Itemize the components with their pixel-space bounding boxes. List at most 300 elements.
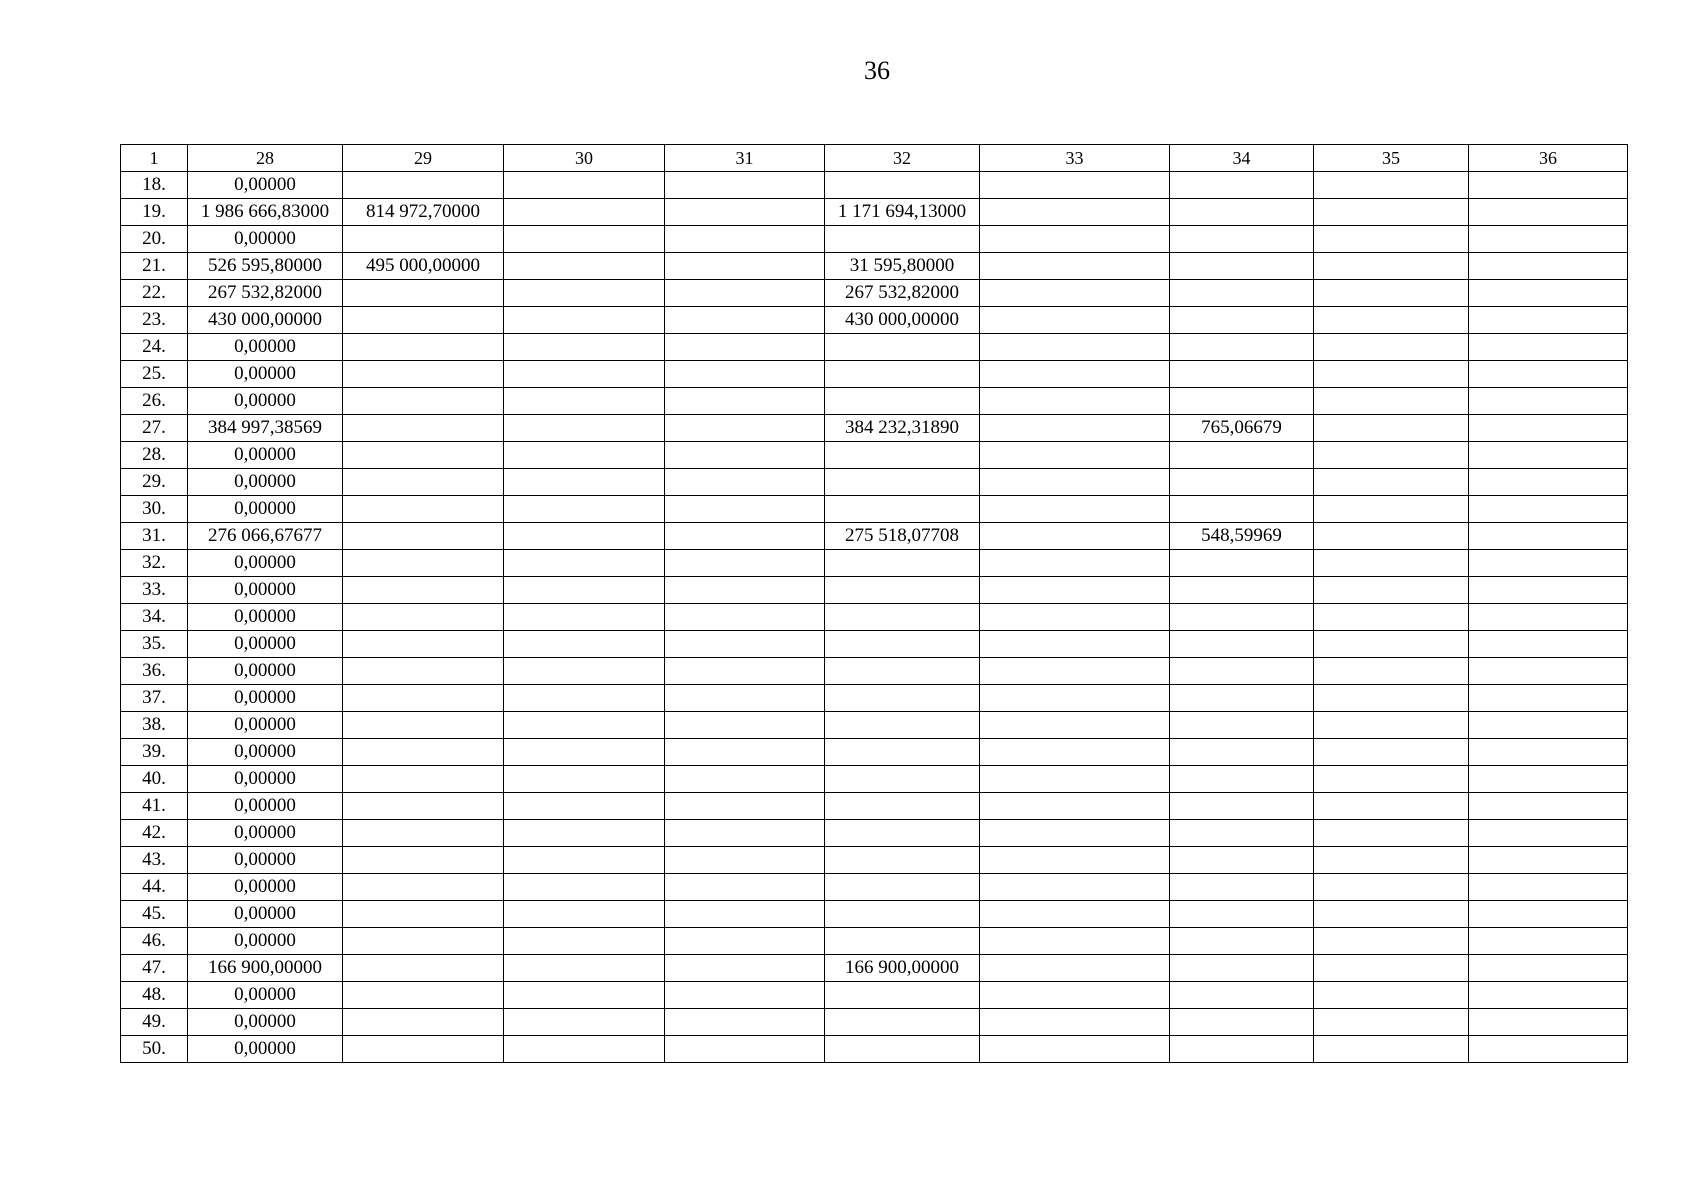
table-cell [343, 820, 504, 847]
table-cell [343, 442, 504, 469]
table-cell: 267 532,82000 [825, 280, 980, 307]
table-cell [980, 928, 1170, 955]
table-cell [980, 334, 1170, 361]
table-cell [1314, 1009, 1469, 1036]
table-cell [1314, 820, 1469, 847]
table-cell [1469, 1036, 1628, 1063]
table-cell [504, 226, 665, 253]
column-header: 29 [343, 145, 504, 172]
table-cell [1170, 874, 1314, 901]
table-cell: 31 595,80000 [825, 253, 980, 280]
table-row [121, 928, 1628, 955]
table-cell [343, 604, 504, 631]
row-number-cell: 33. [121, 577, 188, 604]
table-row [121, 172, 1628, 199]
table-cell [1170, 496, 1314, 523]
table-cell [1170, 550, 1314, 577]
row-number-cell: 30. [121, 496, 188, 523]
table-cell [665, 172, 825, 199]
row-number-cell: 48. [121, 982, 188, 1009]
table-cell [504, 631, 665, 658]
table-cell [980, 469, 1170, 496]
table-cell: 166 900,00000 [188, 955, 343, 982]
table-cell [1314, 955, 1469, 982]
table-cell [825, 604, 980, 631]
table-cell [980, 793, 1170, 820]
table-row [121, 550, 1628, 577]
table-row [121, 523, 1628, 550]
table-row [121, 658, 1628, 685]
table-cell [504, 847, 665, 874]
row-number-cell: 34. [121, 604, 188, 631]
table-cell [825, 172, 980, 199]
row-number-cell: 42. [121, 820, 188, 847]
table-cell [1469, 793, 1628, 820]
table-cell [665, 1036, 825, 1063]
row-number-cell: 35. [121, 631, 188, 658]
table-cell [1469, 523, 1628, 550]
row-number-cell: 28. [121, 442, 188, 469]
table-cell [1469, 982, 1628, 1009]
table-cell [665, 361, 825, 388]
row-number-cell: 40. [121, 766, 188, 793]
column-header: 30 [504, 145, 665, 172]
table-cell [1469, 307, 1628, 334]
table-cell [1469, 442, 1628, 469]
table-cell [1314, 307, 1469, 334]
table-cell [1469, 847, 1628, 874]
table-cell [1170, 280, 1314, 307]
column-header: 28 [188, 145, 343, 172]
table-cell [980, 766, 1170, 793]
row-number-cell: 45. [121, 901, 188, 928]
table-cell [1314, 280, 1469, 307]
table-cell [1469, 874, 1628, 901]
row-number-cell: 37. [121, 685, 188, 712]
table-cell [665, 469, 825, 496]
table-cell [1170, 955, 1314, 982]
table-cell: 0,00000 [188, 820, 343, 847]
table-cell: 0,00000 [188, 847, 343, 874]
table-cell: 1 986 666,83000 [188, 199, 343, 226]
table-cell [1170, 577, 1314, 604]
table-cell [1170, 253, 1314, 280]
table-cell [665, 253, 825, 280]
table-cell [1170, 442, 1314, 469]
table-cell [825, 226, 980, 253]
table-cell [1170, 685, 1314, 712]
table-cell [343, 982, 504, 1009]
table-cell [1314, 793, 1469, 820]
table-cell [1469, 199, 1628, 226]
table-cell [825, 739, 980, 766]
table-cell [825, 334, 980, 361]
table-cell [504, 550, 665, 577]
table-cell: 0,00000 [188, 334, 343, 361]
table-cell: 0,00000 [188, 658, 343, 685]
table-cell [980, 847, 1170, 874]
table-cell [1170, 307, 1314, 334]
table-cell [980, 199, 1170, 226]
table-row [121, 388, 1628, 415]
table-cell [665, 847, 825, 874]
table-cell [343, 874, 504, 901]
table-cell [504, 901, 665, 928]
table-cell: 495 000,00000 [343, 253, 504, 280]
row-number-cell: 23. [121, 307, 188, 334]
table-cell [980, 712, 1170, 739]
table-cell: 0,00000 [188, 766, 343, 793]
table-cell [980, 226, 1170, 253]
table-cell [504, 658, 665, 685]
table-cell [1314, 982, 1469, 1009]
table-cell [343, 280, 504, 307]
table-cell [1469, 226, 1628, 253]
table-cell: 0,00000 [188, 604, 343, 631]
table-cell [665, 415, 825, 442]
table-cell [825, 496, 980, 523]
table-cell [504, 280, 665, 307]
table-cell: 0,00000 [188, 550, 343, 577]
table-cell [980, 550, 1170, 577]
table-cell [665, 226, 825, 253]
table-cell [825, 550, 980, 577]
table-cell [504, 253, 665, 280]
table-cell [343, 793, 504, 820]
table-cell [980, 820, 1170, 847]
table-cell [665, 685, 825, 712]
table-cell [504, 523, 665, 550]
table-cell [1469, 280, 1628, 307]
column-header: 31 [665, 145, 825, 172]
table-cell [980, 955, 1170, 982]
table-cell [343, 226, 504, 253]
table-cell [825, 658, 980, 685]
table-row [121, 469, 1628, 496]
row-number-cell: 50. [121, 1036, 188, 1063]
table-cell [665, 793, 825, 820]
table-cell [980, 874, 1170, 901]
table-cell [504, 172, 665, 199]
table-cell [343, 739, 504, 766]
table-cell [980, 631, 1170, 658]
table-cell [504, 199, 665, 226]
table-cell [665, 199, 825, 226]
table-cell [665, 496, 825, 523]
table-cell [825, 793, 980, 820]
table-cell [980, 658, 1170, 685]
table-cell [980, 523, 1170, 550]
table-cell [1314, 469, 1469, 496]
table-cell [1314, 928, 1469, 955]
row-number-cell: 36. [121, 658, 188, 685]
table-cell [1170, 226, 1314, 253]
column-header: 32 [825, 145, 980, 172]
row-number-cell: 24. [121, 334, 188, 361]
table-row [121, 280, 1628, 307]
table-cell [1469, 604, 1628, 631]
table-cell [665, 739, 825, 766]
table-cell [980, 604, 1170, 631]
table-cell [343, 685, 504, 712]
table-cell [504, 766, 665, 793]
table-cell [1469, 631, 1628, 658]
table-cell: 0,00000 [188, 1009, 343, 1036]
table-cell [504, 982, 665, 1009]
table-cell [665, 1009, 825, 1036]
table-cell [1314, 361, 1469, 388]
table-cell [665, 604, 825, 631]
table-row [121, 604, 1628, 631]
table-cell [1469, 334, 1628, 361]
table-cell: 1 171 694,13000 [825, 199, 980, 226]
table-cell [1170, 847, 1314, 874]
row-number-cell: 32. [121, 550, 188, 577]
table-cell: 430 000,00000 [188, 307, 343, 334]
table-row [121, 442, 1628, 469]
column-header: 35 [1314, 145, 1469, 172]
table-cell: 166 900,00000 [825, 955, 980, 982]
table-cell [1170, 469, 1314, 496]
row-number-cell: 49. [121, 1009, 188, 1036]
table-cell [980, 739, 1170, 766]
table-cell [1469, 253, 1628, 280]
table-cell [665, 631, 825, 658]
table-cell [343, 766, 504, 793]
table-cell [665, 982, 825, 1009]
table-cell [504, 361, 665, 388]
table-cell [1469, 820, 1628, 847]
table-cell [665, 280, 825, 307]
table-cell [1469, 766, 1628, 793]
table-cell: 0,00000 [188, 982, 343, 1009]
table-cell [1314, 172, 1469, 199]
table-cell [504, 955, 665, 982]
row-number-cell: 38. [121, 712, 188, 739]
table-cell [504, 415, 665, 442]
table-row [121, 874, 1628, 901]
table-cell [1170, 793, 1314, 820]
row-number-cell: 31. [121, 523, 188, 550]
table-cell [980, 1036, 1170, 1063]
table-cell [825, 766, 980, 793]
table-cell [665, 307, 825, 334]
table-row [121, 496, 1628, 523]
table-cell [1314, 685, 1469, 712]
table-cell [343, 631, 504, 658]
table-cell [504, 928, 665, 955]
table-row [121, 415, 1628, 442]
table-row [121, 712, 1628, 739]
table-cell: 0,00000 [188, 226, 343, 253]
table-cell [1170, 820, 1314, 847]
table-cell [1469, 469, 1628, 496]
table-cell [1170, 361, 1314, 388]
row-number-cell: 21. [121, 253, 188, 280]
table-cell [1314, 739, 1469, 766]
table-cell [665, 523, 825, 550]
table-cell [665, 550, 825, 577]
table-cell: 0,00000 [188, 712, 343, 739]
table-cell [825, 685, 980, 712]
table-cell: 0,00000 [188, 172, 343, 199]
table-cell [1314, 901, 1469, 928]
table-row [121, 334, 1628, 361]
table-cell [343, 1009, 504, 1036]
table-cell [665, 577, 825, 604]
table-cell [1314, 415, 1469, 442]
table-cell [504, 1036, 665, 1063]
table-cell [504, 604, 665, 631]
table-cell [825, 1036, 980, 1063]
table-cell [1469, 577, 1628, 604]
table-row [121, 361, 1628, 388]
row-number-cell: 39. [121, 739, 188, 766]
table-cell [504, 739, 665, 766]
table-cell [1314, 577, 1469, 604]
table-cell [343, 712, 504, 739]
table-cell: 765,06679 [1170, 415, 1314, 442]
table-cell [1314, 847, 1469, 874]
table-row [121, 226, 1628, 253]
table-cell [825, 874, 980, 901]
table-row [121, 307, 1628, 334]
table-cell [665, 442, 825, 469]
table-cell [980, 280, 1170, 307]
table-cell [825, 361, 980, 388]
table-row [121, 253, 1628, 280]
table-cell: 814 972,70000 [343, 199, 504, 226]
table-cell [1469, 739, 1628, 766]
table-cell [1170, 901, 1314, 928]
table-cell [343, 496, 504, 523]
table-cell [343, 361, 504, 388]
table-cell [504, 712, 665, 739]
table-row [121, 793, 1628, 820]
table-cell [980, 901, 1170, 928]
table-cell [1170, 658, 1314, 685]
table-row [121, 1009, 1628, 1036]
table-cell [343, 901, 504, 928]
table-cell [1170, 172, 1314, 199]
table-cell [504, 793, 665, 820]
row-number-cell: 44. [121, 874, 188, 901]
table-cell [980, 415, 1170, 442]
table-cell [343, 388, 504, 415]
table-cell [343, 334, 504, 361]
table-cell [825, 901, 980, 928]
table-cell: 548,59969 [1170, 523, 1314, 550]
table-cell [1314, 631, 1469, 658]
table-cell [825, 577, 980, 604]
table-cell [980, 982, 1170, 1009]
row-number-cell: 29. [121, 469, 188, 496]
table-cell [980, 307, 1170, 334]
table-cell [1170, 388, 1314, 415]
table-cell [1170, 1009, 1314, 1036]
table-cell [980, 496, 1170, 523]
table-cell [825, 847, 980, 874]
table-cell: 0,00000 [188, 928, 343, 955]
table-cell [1314, 253, 1469, 280]
table-cell [1170, 982, 1314, 1009]
table-cell [665, 901, 825, 928]
table-cell [980, 388, 1170, 415]
table-cell [504, 307, 665, 334]
table-cell [1314, 496, 1469, 523]
table-cell [1170, 604, 1314, 631]
table-cell [1469, 415, 1628, 442]
table-cell [1314, 388, 1469, 415]
table-cell [1314, 226, 1469, 253]
table-cell [504, 685, 665, 712]
row-number-cell: 25. [121, 361, 188, 388]
table-cell [1314, 442, 1469, 469]
table-cell [1314, 712, 1469, 739]
table-row [121, 739, 1628, 766]
row-number-cell: 47. [121, 955, 188, 982]
row-number-cell: 46. [121, 928, 188, 955]
row-number-cell: 27. [121, 415, 188, 442]
table-cell [504, 874, 665, 901]
table-cell: 384 232,31890 [825, 415, 980, 442]
column-header: 33 [980, 145, 1170, 172]
table-cell [1469, 550, 1628, 577]
table-cell [665, 388, 825, 415]
table-cell [1314, 766, 1469, 793]
table-cell [825, 631, 980, 658]
table-cell [1469, 172, 1628, 199]
table-cell [825, 820, 980, 847]
table-cell [665, 928, 825, 955]
table-cell [1314, 1036, 1469, 1063]
table-cell [504, 820, 665, 847]
table-cell [1314, 658, 1469, 685]
row-number-cell: 19. [121, 199, 188, 226]
column-header: 36 [1469, 145, 1628, 172]
table-cell [825, 388, 980, 415]
column-header: 1 [121, 145, 188, 172]
table-cell [1170, 739, 1314, 766]
table-cell [343, 523, 504, 550]
table-cell [665, 766, 825, 793]
table-cell [665, 874, 825, 901]
table-cell [980, 253, 1170, 280]
table-cell: 384 997,38569 [188, 415, 343, 442]
table-cell [1469, 955, 1628, 982]
table-cell: 275 518,07708 [825, 523, 980, 550]
table-cell: 0,00000 [188, 874, 343, 901]
table-cell [1314, 334, 1469, 361]
row-number-cell: 26. [121, 388, 188, 415]
table-cell [1469, 361, 1628, 388]
table-cell [1469, 928, 1628, 955]
table-cell [665, 658, 825, 685]
table-cell [504, 577, 665, 604]
table-cell [980, 361, 1170, 388]
table-cell [980, 172, 1170, 199]
table-row [121, 631, 1628, 658]
row-number-cell: 41. [121, 793, 188, 820]
table-cell: 0,00000 [188, 685, 343, 712]
table-cell: 0,00000 [188, 793, 343, 820]
table-cell [825, 1009, 980, 1036]
table-row [121, 1036, 1628, 1063]
table-row [121, 199, 1628, 226]
table-cell [343, 847, 504, 874]
table-cell [665, 820, 825, 847]
table-cell [665, 712, 825, 739]
